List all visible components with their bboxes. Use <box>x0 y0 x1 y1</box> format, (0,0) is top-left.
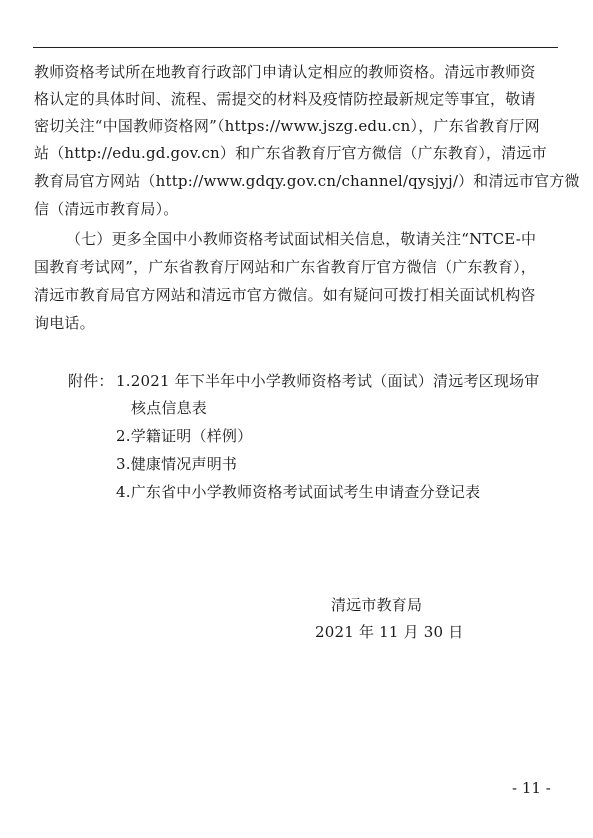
paragraph-1-line-1: 教师资格考试所在地教育行政部门申请认定相应的教师资格。清远市教师资 <box>34 63 536 81</box>
attachment-item-3: 3.健康情况声明书 <box>116 455 238 473</box>
attachment-item-1: 1.2021 年下半年中小学教师资格考试（面试）清远考区现场审 <box>116 372 540 390</box>
paragraph-1-line-3: 密切关注“中国教师资格网”（https://www.jszg.edu.cn），广东省教育厅网 <box>34 117 540 135</box>
paragraph-1-line-6: 信（清远市教育局）。 <box>34 200 179 218</box>
attachment-item-2: 2.学籍证明（样例） <box>116 427 253 445</box>
attachment-item-1-continued: 核点信息表 <box>131 399 208 417</box>
page-number: - 11 - <box>512 779 551 797</box>
paragraph-2-line-2: 国教育考试网”，广东省教育厅网站和广东省教育厅官方微信（广东教育）， <box>34 258 536 276</box>
attachment-item-4: 4.广东省中小学教师资格考试面试考生申请查分登记表 <box>116 483 481 501</box>
paragraph-1-line-2: 格认定的具体时间、流程、需提交的材料及疫情防控最新规定等事宜，敬请 <box>34 90 536 108</box>
paragraph-1-line-4: 站（http://edu.gd.gov.cn）和广东省教育厅官方微信（广东教育），清远市 <box>34 144 547 162</box>
paragraph-1-line-5: 教育局官方网站（http://www.gdqy.gov.cn/channel/qysjyj/）和清远市官方微 <box>34 172 580 190</box>
issuing-organization: 清远市教育局 <box>331 596 423 614</box>
paragraph-2-line-3: 清远市教育局官方网站和清远市官方微信。如有疑问可拨打相关面试机构咨 <box>34 286 536 304</box>
paragraph-2-line-4: 询电话。 <box>34 314 95 332</box>
header-rule <box>33 47 558 48</box>
paragraph-2-line-1: （七）更多全国中小教师资格考试面试相关信息，敬请关注“NTCE-中 <box>66 230 537 248</box>
issue-date: 2021 年 11 月 30 日 <box>315 623 464 641</box>
attachments-label: 附件： <box>68 372 114 390</box>
